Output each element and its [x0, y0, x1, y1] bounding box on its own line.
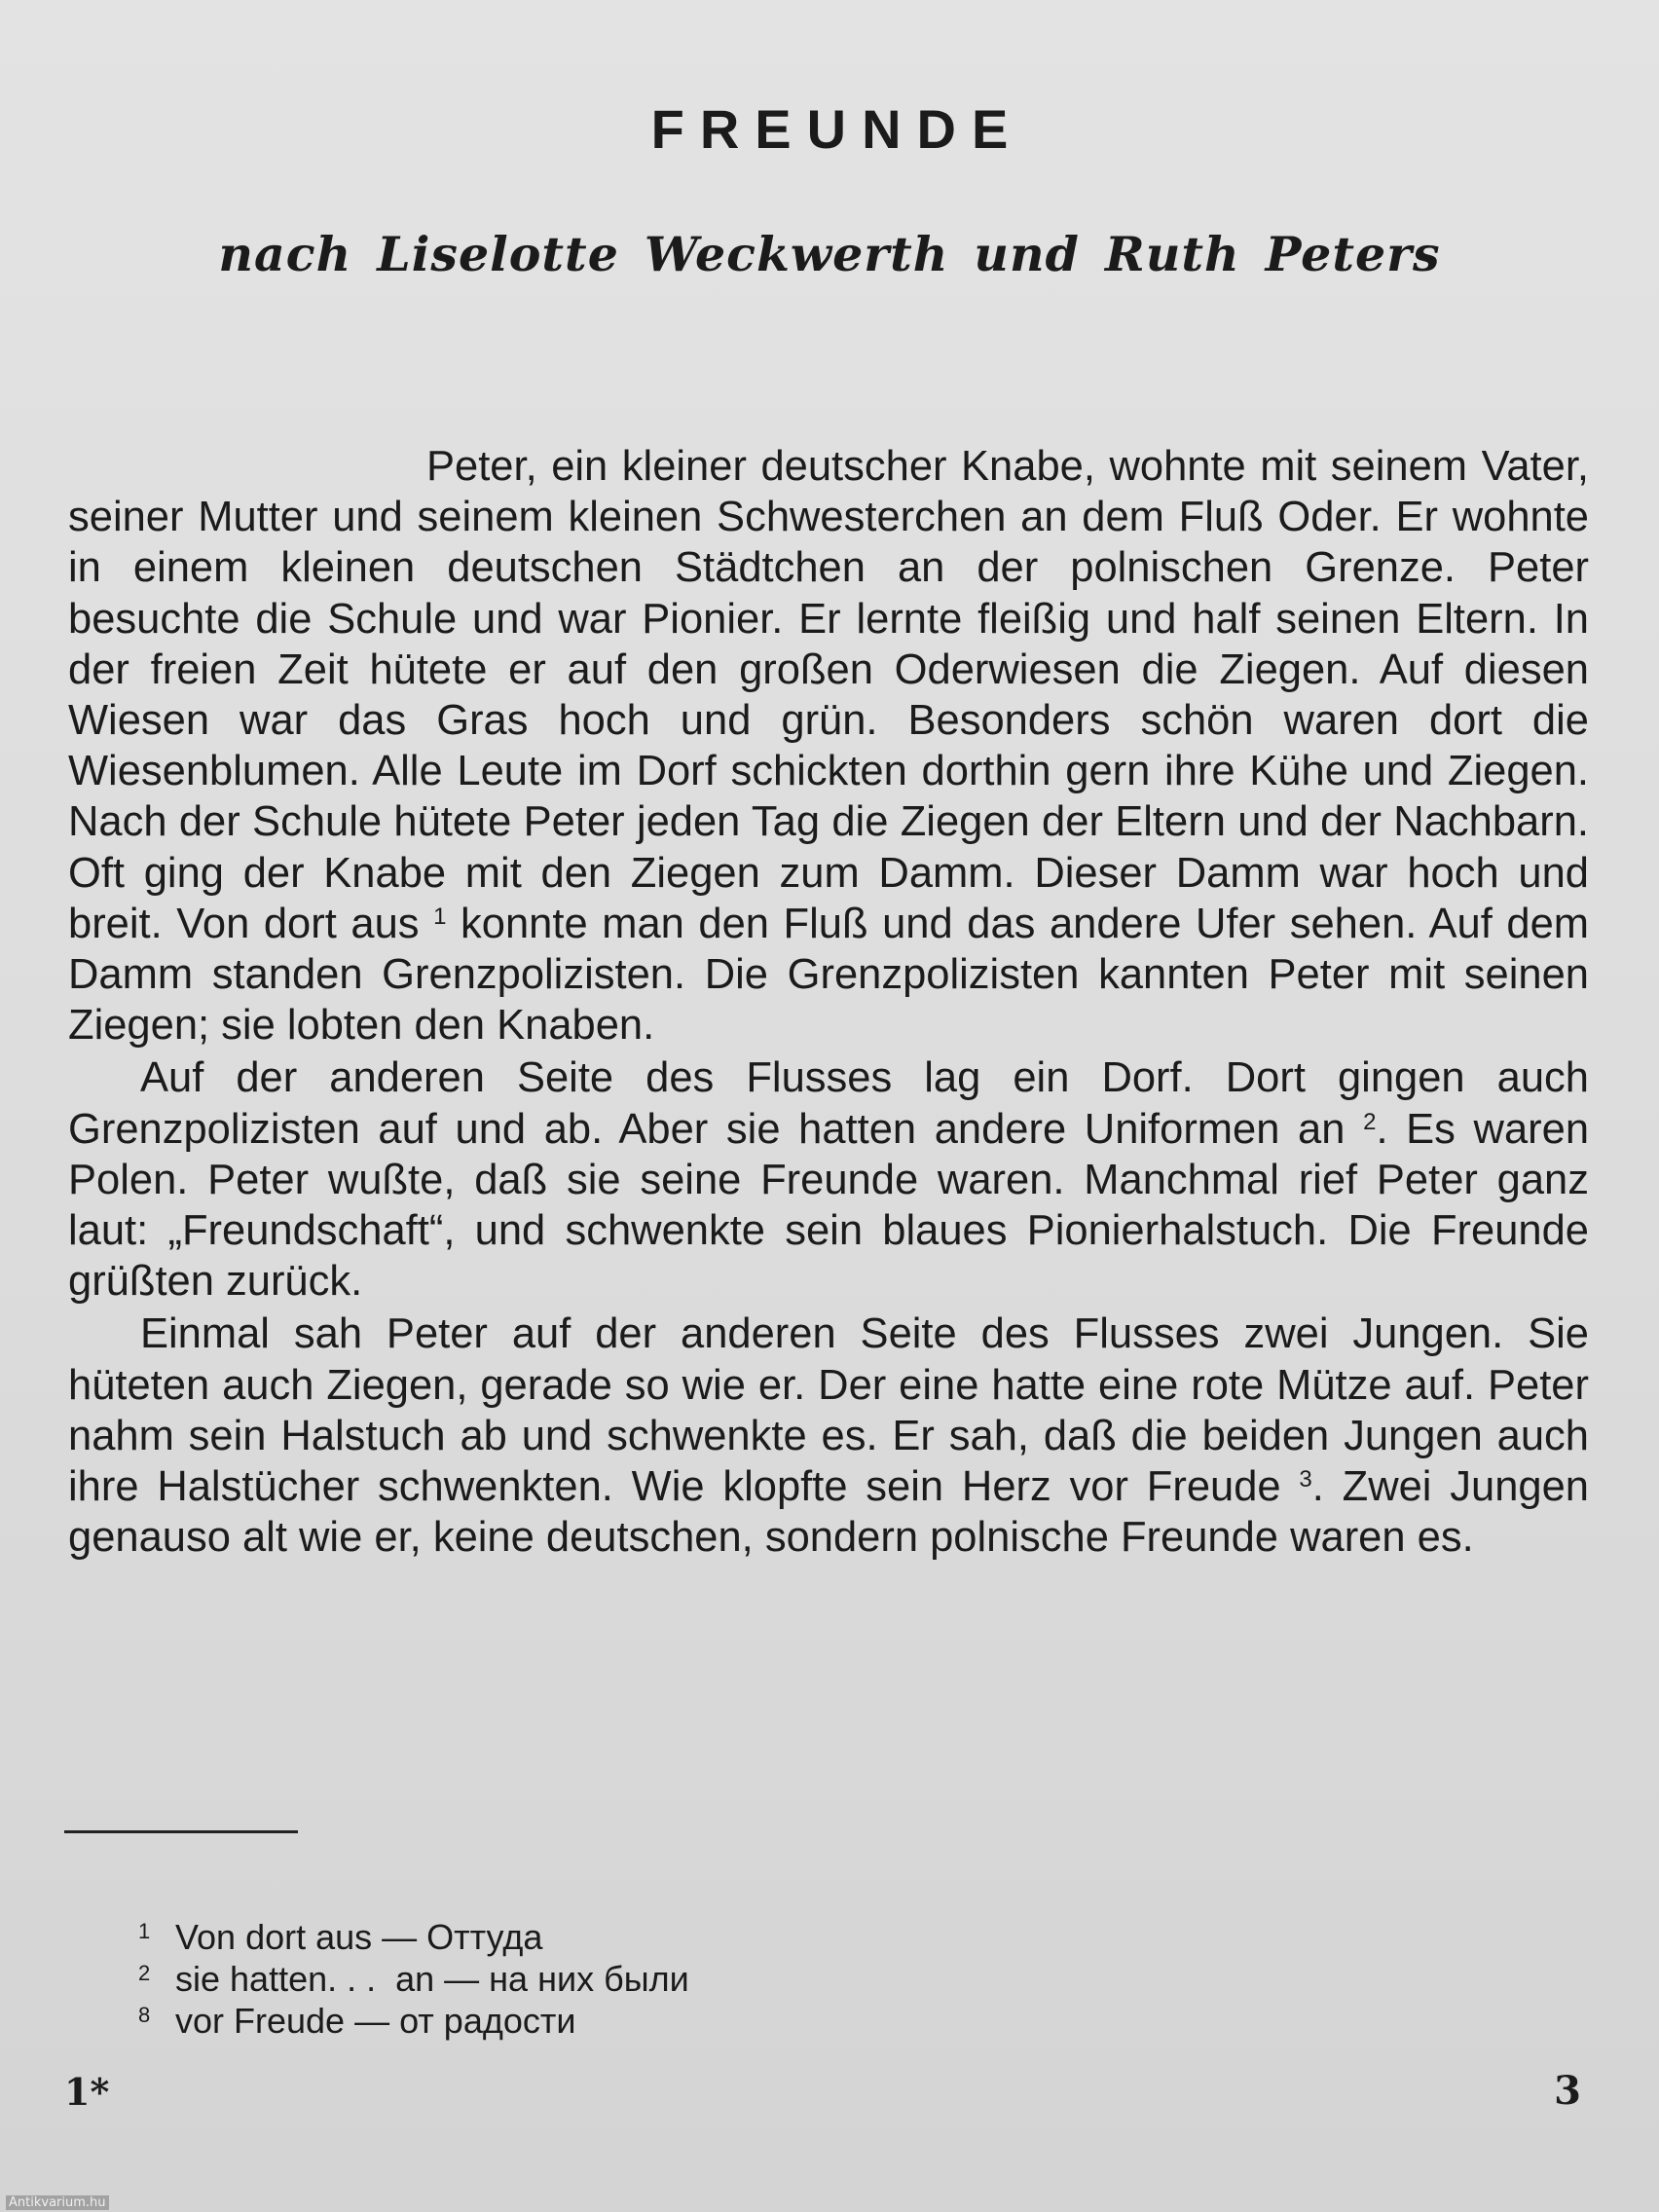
- footnote-number: 2: [138, 1961, 151, 1985]
- footnote-number: 8: [138, 2003, 151, 2027]
- footnote-ref-3: 3: [1299, 1466, 1312, 1493]
- footnote-text: vor Freude — от радости: [175, 2001, 576, 2041]
- footnotes: [138, 1916, 689, 2042]
- paragraph-1-part-b: konnte man den Fluß und das andere Ufer sehen. Auf dem Damm standen Grenzpolizisten. Die Grenzpolizisten kannten Peter mit seinen Ziegen; sie lobten den Knaben.: [68, 900, 1589, 1050]
- paragraph-2-part-a: Auf der anderen Seite des Flusses lag ein Dorf. Dort gingen auch Grenzpolizisten auf und ab. Aber sie hatten andere Uniformen an: [68, 1054, 1589, 1153]
- footnote-ref-2: 2: [1363, 1108, 1377, 1135]
- footnote-item: [138, 1958, 689, 2000]
- footnote-text: Von dort aus — Оттуда: [175, 1917, 543, 1957]
- paragraph-2: [68, 1052, 1589, 1307]
- page-subtitle: nach Liselotte Weckwerth und Ruth Peters: [218, 226, 1441, 282]
- paragraph-3-part-b: . Zwei Jungen genauso alt wie er, keine deutschen, sondern polnische Freunde waren es.: [68, 1463, 1589, 1562]
- footnote-item: [138, 1916, 689, 1958]
- page-title: FREUNDE: [650, 98, 1024, 160]
- page-number: 3: [1554, 2068, 1581, 2114]
- paragraph-3: [68, 1309, 1589, 1563]
- signature-mark: 1*: [64, 2070, 110, 2114]
- footnote-divider: [64, 1830, 298, 1833]
- footnote-text: sie hatten. . . an — на них были: [175, 1959, 689, 1999]
- paragraph-2-part-b: . Es waren Polen. Peter wußte, daß sie seine Freunde waren. Manchmal rief Peter ganz laut: „Freundschaft“, und schwenkte sein blaues Pionierhalstuch. Die Freunde grüßten zurück.: [68, 1105, 1590, 1306]
- footnote-number: 1: [138, 1919, 151, 1943]
- paragraph-1: [68, 441, 1589, 1051]
- paragraph-1-part-a: Peter, ein kleiner deutscher Knabe, wohnte mit seinem Vater, seiner Mutter und seinem kleinen Schwesterchen an dem Fluß Oder. Er wohnte in einem kleinen deutschen Städtchen an der polnischen Grenze. Peter besuchte die Schule und war Pionier. Er lernte fleißig und half seinen Eltern. In der freien Zeit hütete er auf den großen Oderwiesen die Ziegen. Auf diesen Wiesen war das Gras hoch und grün. Besonders schön waren dort die Wiesenblumen. Alle Leute im Dorf schickten dorthin gern ihre Kühe und Ziegen. Nach der Schule hütete Peter jeden Tag die Ziegen der Eltern und der Nachbarn. Oft ging der Knabe mit den Ziegen zum Damm. Dieser Damm war hoch und breit. Von dort aus: [68, 443, 1589, 947]
- paragraph-3-part-a: Einmal sah Peter auf der anderen Seite des Flusses zwei Jungen. Sie hüteten auch Ziegen, gerade so wie er. Der eine hatte eine rote Mütze auf. Peter nahm sein Halstuch ab und schwenkte es. Er sah, daß die beiden Jungen auch ihre Halstücher schwenkten. Wie klopfte sein Herz vor Freude: [68, 1310, 1589, 1511]
- footnote-item: [138, 2000, 689, 2042]
- watermark: Antikvarium.hu: [6, 2195, 109, 2210]
- body-text: [68, 441, 1589, 1563]
- footnote-ref-1: 1: [433, 903, 447, 930]
